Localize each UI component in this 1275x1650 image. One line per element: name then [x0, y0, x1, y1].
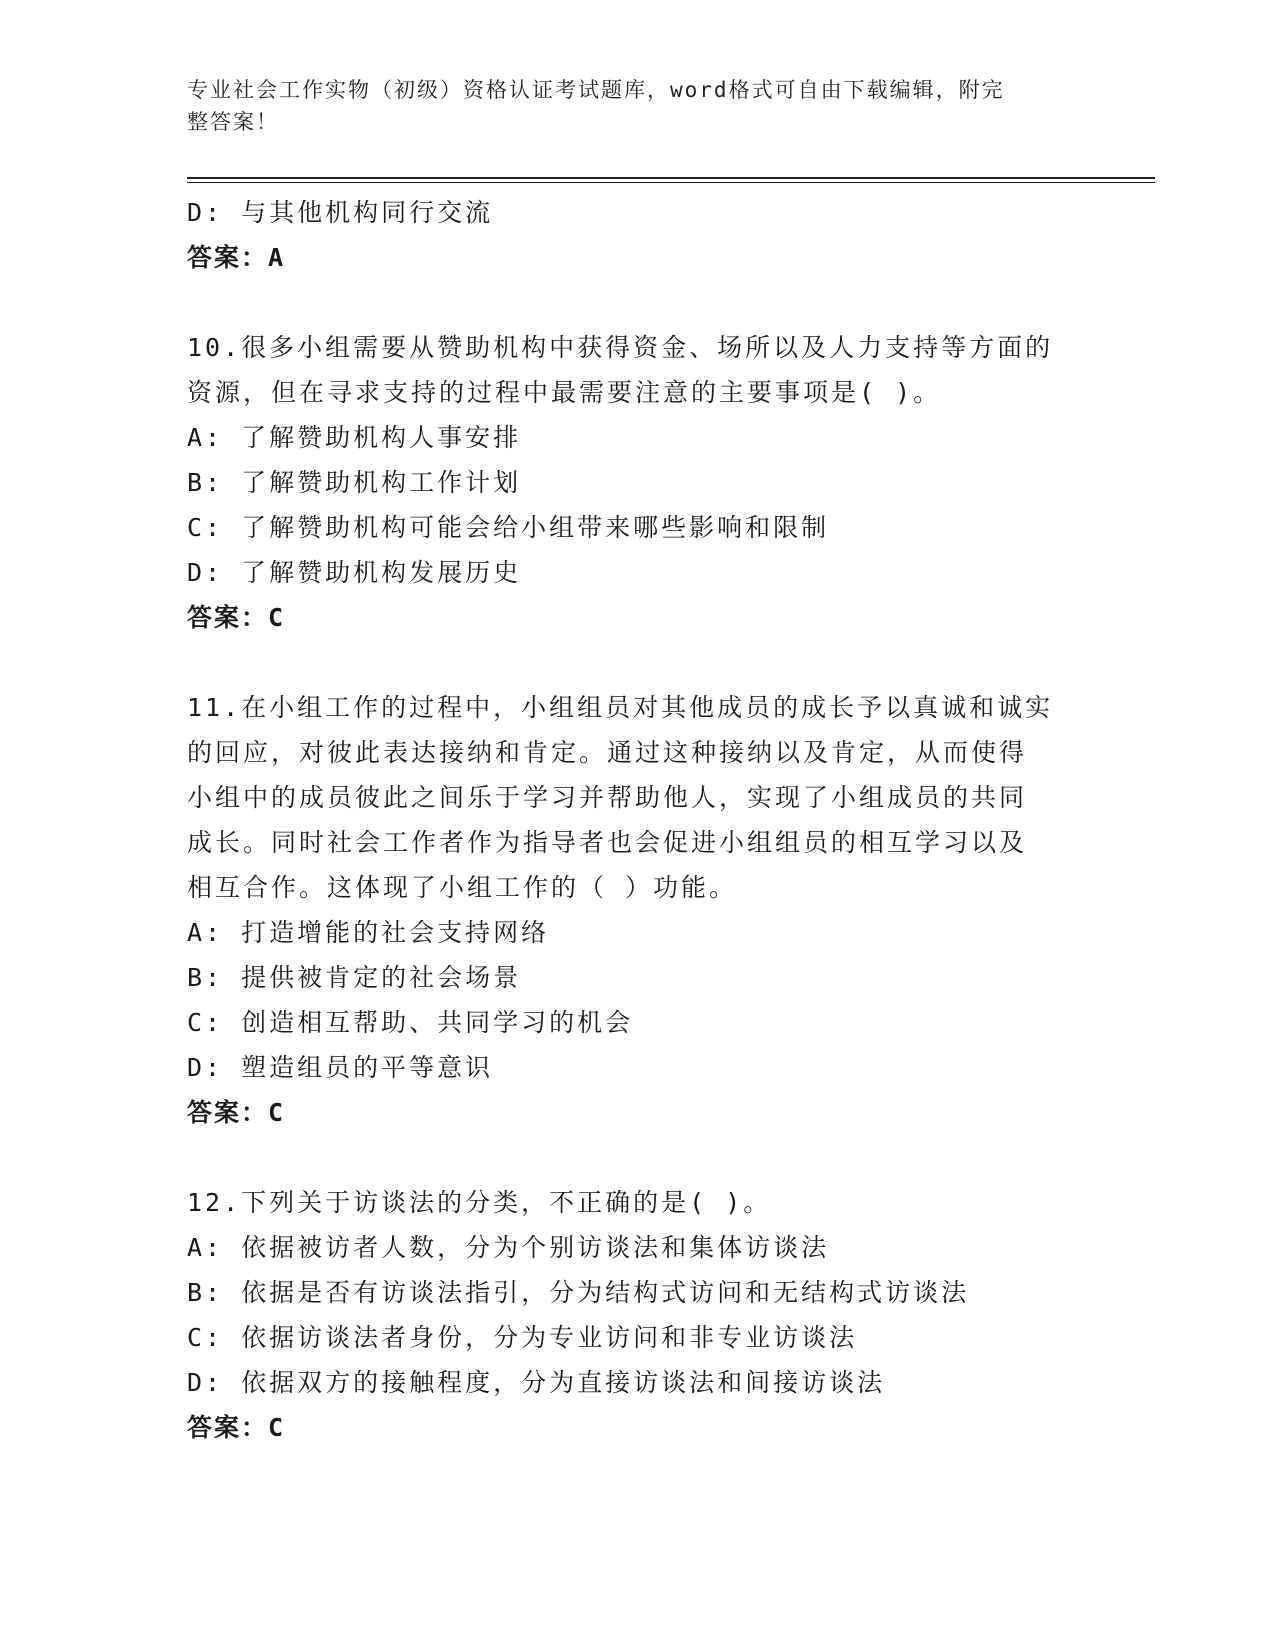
option-a: A: 打造增能的社会支持网络 [187, 918, 550, 947]
question-12 [187, 1180, 1087, 1450]
question-11 [187, 685, 1087, 1135]
header-line-2: 整答案！ [187, 110, 279, 134]
question-stem-line: 资源，但在寻求支持的过程中最需要注意的主要事项是( )。 [187, 378, 942, 407]
spacer [187, 640, 1087, 685]
question-stem-line: 的回应，对彼此表达接纳和肯定。通过这种接纳以及肯定，从而使得 [187, 738, 1028, 767]
question-9-tail [187, 190, 1087, 280]
spacer [187, 1135, 1087, 1180]
option-c: C: 了解赞助机构可能会给小组带来哪些影响和限制 [187, 513, 830, 542]
option-d: D: 了解赞助机构发展历史 [187, 558, 522, 587]
question-stem-line: 11.在小组工作的过程中，小组组员对其他成员的成长予以真诚和诚实 [187, 693, 1054, 722]
answer: 答案：C [187, 1098, 286, 1127]
document-body [187, 190, 1087, 1450]
option-a: A: 了解赞助机构人事安排 [187, 423, 522, 452]
option-d: D: 与其他机构同行交流 [187, 198, 494, 227]
page-header [187, 74, 1067, 138]
answer: 答案：C [187, 603, 286, 632]
answer: 答案：C [187, 1413, 286, 1442]
option-d: D: 依据双方的接触程度，分为直接访谈法和间接访谈法 [187, 1368, 886, 1397]
header-rule-thick [187, 177, 1155, 179]
header-rule-thin [187, 182, 1155, 183]
option-d: D: 塑造组员的平等意识 [187, 1053, 494, 1082]
question-stem-line: 12.下列关于访谈法的分类，不正确的是( )。 [187, 1188, 772, 1217]
option-b: B: 依据是否有访谈法指引，分为结构式访问和无结构式访谈法 [187, 1278, 970, 1307]
answer: 答案：A [187, 243, 286, 272]
option-a: A: 依据被访者人数，分为个别访谈法和集体访谈法 [187, 1233, 830, 1262]
question-10 [187, 325, 1087, 640]
option-c: C: 依据访谈法者身份，分为专业访问和非专业访谈法 [187, 1323, 858, 1352]
question-stem-line: 小组中的成员彼此之间乐于学习并帮助他人，实现了小组成员的共同 [187, 783, 1028, 812]
spacer [187, 280, 1087, 325]
question-stem-line: 成长。同时社会工作者作为指导者也会促进小组组员的相互学习以及 [187, 828, 1028, 857]
question-stem-line: 10.很多小组需要从赞助机构中获得资金、场所以及人力支持等方面的 [187, 333, 1054, 362]
option-c: C: 创造相互帮助、共同学习的机会 [187, 1008, 634, 1037]
header-line-1: 专业社会工作实物（初级）资格认证考试题库，word格式可自由下载编辑，附完 [187, 78, 1005, 102]
option-b: B: 了解赞助机构工作计划 [187, 468, 522, 497]
option-b: B: 提供被肯定的社会场景 [187, 963, 522, 992]
question-stem-line: 相互合作。这体现了小组工作的（ ）功能。 [187, 873, 738, 902]
